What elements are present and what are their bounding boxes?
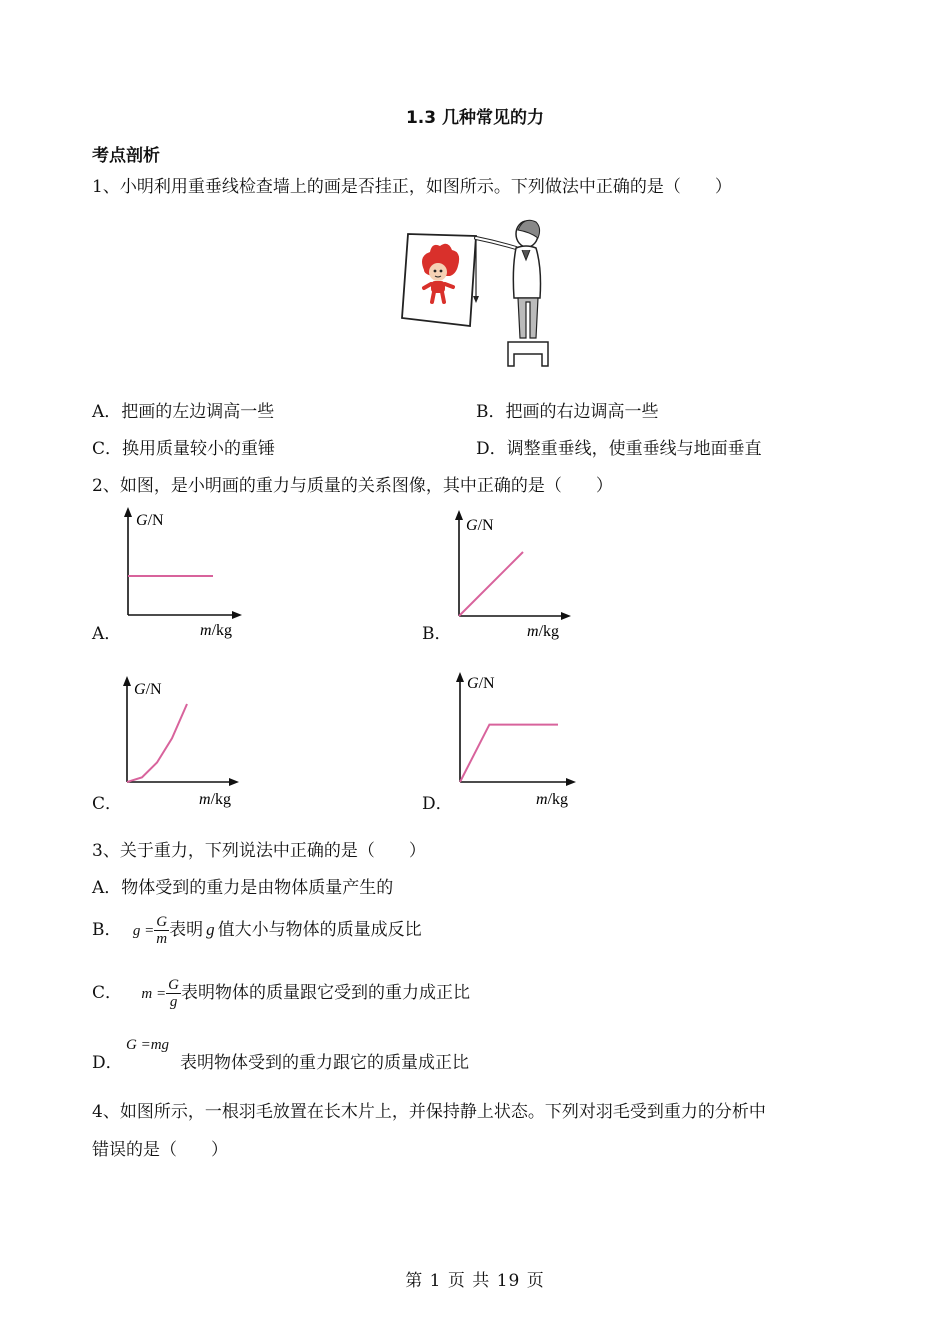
q3-option-c — [92, 976, 470, 1011]
y-axis-label: G/N — [136, 512, 164, 529]
y-axis-label: G/N — [466, 517, 494, 534]
q2-label-c: C． — [92, 794, 123, 814]
question-1-stem: 1、小明利用重垂线检查墙上的画是否挂正，如图所示。下列做法中正确的是（ ） — [92, 177, 732, 197]
x-axis-label: m/kg — [536, 791, 569, 808]
q1-option-c: C．换用质量较小的重锤 — [92, 439, 276, 459]
graph-c — [117, 676, 247, 811]
graph-d — [450, 670, 585, 810]
y-axis-arrow-icon — [455, 510, 463, 520]
q3-b-var: g — [206, 920, 215, 939]
q3-option-d-text: 表明物体受到的重力跟它的质量成正比 — [180, 1053, 469, 1073]
page-title: 1.3 几种常见的力 — [405, 108, 545, 128]
x-axis-arrow-icon — [561, 612, 571, 620]
q3-d-formula: G =mg — [126, 1037, 170, 1053]
y-axis-arrow-icon — [124, 507, 132, 517]
q1-option-a: A．把画的左边调高一些 — [92, 402, 275, 422]
y-axis-arrow-icon — [123, 676, 131, 686]
question-4-stem-line2: 错误的是（ ） — [92, 1140, 228, 1160]
question-3-stem: 3、关于重力，下列说法中正确的是（ ） — [92, 841, 426, 861]
q3-b-fraction: $\frac{G}{m}$ — [156, 914, 168, 947]
question-4-stem-line1: 4、如图所示，一根羽毛放置在长木片上，并保持静上状态。下列对羽毛受到重力的分析中 — [92, 1102, 766, 1122]
y-axis-label: G/N — [134, 681, 162, 698]
q3-c-lhs: m = — [141, 986, 167, 1002]
y-axis-label: G/N — [467, 675, 495, 692]
q3-b-text2: 值大小与物体的质量成反比 — [217, 920, 422, 940]
series-line — [460, 725, 558, 782]
graph-a — [118, 505, 248, 640]
y-axis-arrow-icon — [456, 672, 464, 682]
q3-option-b — [92, 913, 422, 948]
x-axis-arrow-icon — [229, 778, 239, 786]
page-footer: 第 1 页 共 19 页 — [405, 1271, 545, 1291]
q3-option-c-label: C． — [92, 983, 123, 1003]
question-2-stem: 2、如图，是小明画的重力与质量的关系图像，其中正确的是（ ） — [92, 476, 613, 496]
x-axis-label: m/kg — [199, 791, 232, 808]
q3-option-a: A．物体受到的重力是由物体质量产生的 — [92, 878, 394, 898]
q3-option-d-label: D． — [92, 1053, 123, 1073]
q2-label-d: D． — [422, 794, 453, 814]
q2-label-b: B． — [422, 624, 452, 644]
q1-option-d: D．调整重垂线，使重垂线与地面垂直 — [476, 439, 762, 459]
q2-label-a: A． — [92, 624, 122, 644]
x-axis-label: m/kg — [527, 623, 560, 640]
graph-b — [449, 510, 579, 645]
q3-c-fraction: $\frac{G}{g}$ — [168, 977, 179, 1010]
series-line — [459, 552, 523, 616]
x-axis-arrow-icon — [566, 778, 576, 786]
plumb-line-illustration — [398, 212, 558, 372]
q3-option-b-label: B． — [92, 920, 122, 940]
q1-option-b: B．把画的右边调高一些 — [476, 402, 659, 422]
q3-c-text: 表明物体的质量跟它受到的重力成正比 — [180, 983, 470, 1003]
x-axis-label: m/kg — [200, 622, 233, 639]
q3-b-text: 表明 — [169, 920, 204, 940]
q3-b-lhs: g = — [132, 923, 155, 939]
x-axis-arrow-icon — [232, 611, 242, 619]
series-line — [127, 704, 187, 782]
section-heading: 考点剖析 — [92, 146, 160, 166]
